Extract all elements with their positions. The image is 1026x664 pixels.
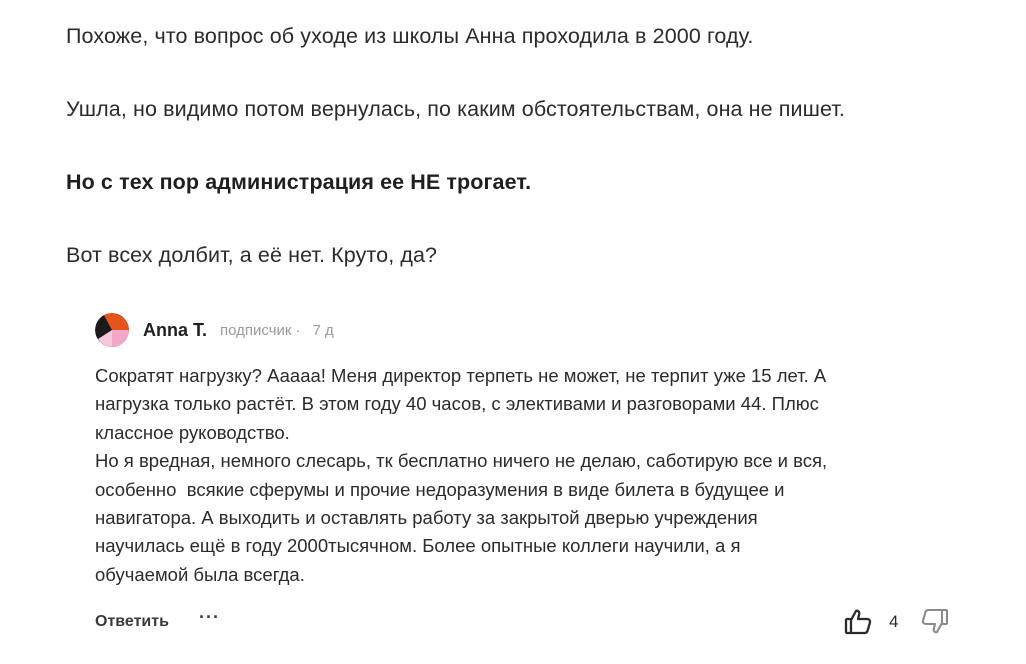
comment-line: особенно всякие сферумы и прочие недоразумения в виде билета в будущее и [95, 478, 785, 500]
article-paragraph: Похоже, что вопрос об уходе из школы Анна проходила в 2000 году. [66, 24, 754, 48]
comment-line: классное руководство. [95, 421, 290, 443]
likes-count: 4 [889, 612, 899, 631]
comment-author[interactable]: Anna T. [143, 319, 208, 340]
comment-line: Но я вредная, немного слесарь, тк бесплатно ничего не делаю, саботирую все и вся, [95, 450, 828, 472]
avatar[interactable] [95, 313, 129, 347]
author-role: подписчик [220, 321, 292, 339]
thumbs-up-icon[interactable] [843, 607, 873, 637]
comment-line: нагрузка только растёт. В этом году 40 часов, с элективами и разговорами 44. Плюс [95, 393, 819, 415]
comment [95, 311, 975, 631]
comment-line: обучаемой была всегда. [95, 563, 305, 585]
comment-body [95, 362, 975, 589]
comment-age: 7 д [312, 321, 334, 339]
article-paragraph-bold: Но с тех пор администрация ее НЕ трогает. [66, 170, 532, 194]
comment-line: Сократят нагрузку? Ааааа! Меня директор терпеть не может, не терпит уже 15 лет. А [95, 365, 827, 386]
comment-line: навигатора. А выходить и оставлять работу за закрытой дверью учреждения [95, 507, 758, 529]
more-dots-icon[interactable]: ··· [199, 607, 220, 627]
article-paragraph: Ушла, но видимо потом вернулась, по каким обстоятельствам, она не пишет. [66, 97, 845, 121]
avatar-image [95, 313, 129, 347]
thumbs-down-icon[interactable] [920, 607, 950, 637]
comment-line: научилась ещё в году 2000тысячном. Более опытные коллеги научили, а я [95, 535, 741, 557]
comment-actions [95, 607, 975, 643]
article-paragraph: Вот всех долбит, а её нет. Круто, да? [66, 243, 438, 267]
reply-button[interactable]: Ответить [95, 613, 169, 630]
comment-header [95, 311, 975, 349]
meta-separator: · [295, 321, 301, 339]
